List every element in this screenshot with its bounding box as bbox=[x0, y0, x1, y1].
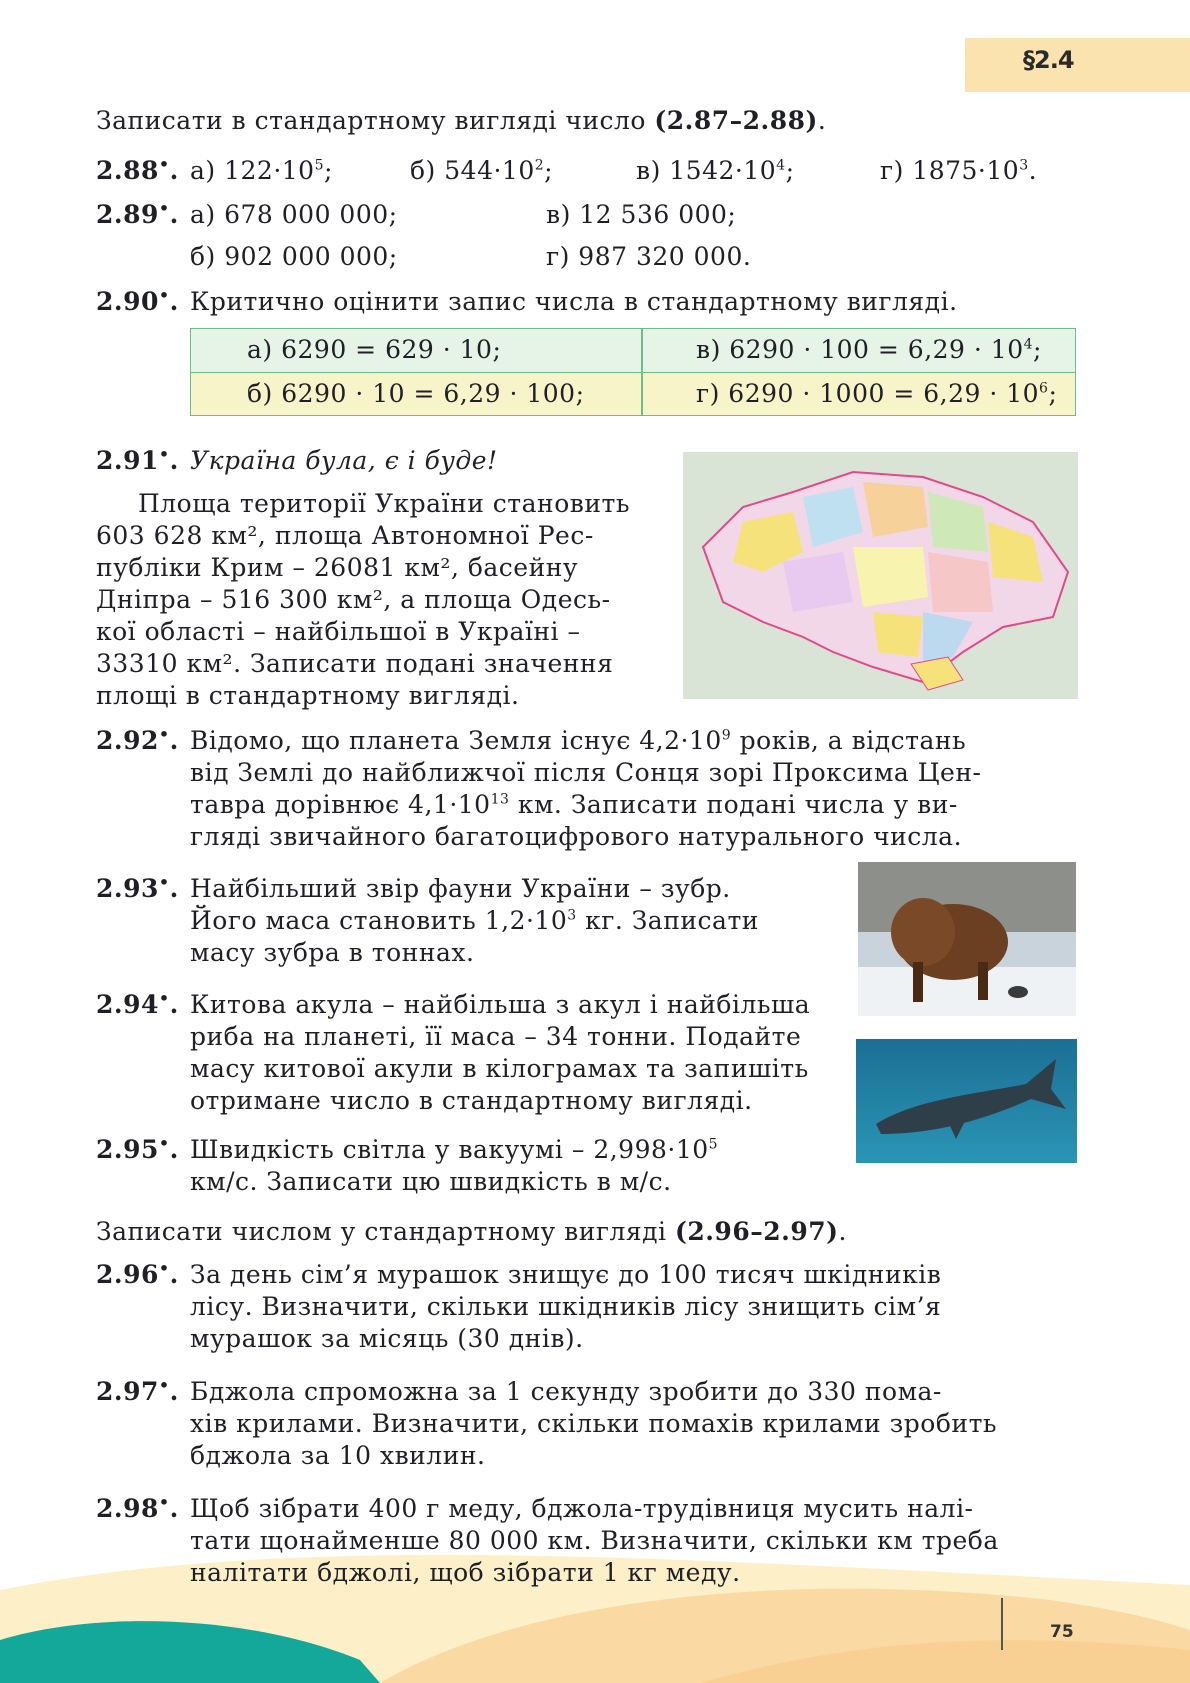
problem-2-97-line: бджола за 10 хвилин. bbox=[190, 1441, 486, 1470]
table-cell-b: б) 6290 · 10 = 6,29 · 100; bbox=[247, 379, 585, 408]
problem-2-96-line: За день сім’я мурашок знищує до 100 тисяч шкідників bbox=[190, 1260, 942, 1289]
problem-2-90-number: 2.90•. bbox=[96, 285, 179, 316]
problem-2-88-number: 2.88•. bbox=[96, 154, 179, 185]
problem-2-96-line: лісу. Визначити, скільки шкідників лісу знищить сім’я bbox=[190, 1292, 942, 1321]
problem-2-92-line: Відомо, що планета Земля існує $4,2\cdot 10^9$ років, а відстань bbox=[190, 726, 967, 755]
problem-2-91-line: публіки Крим – 26081 км², басейну bbox=[96, 553, 579, 582]
problem-2-96-line: мурашок за місяць (30 днів). bbox=[190, 1324, 584, 1353]
problem-2-89-c: в) 12 536 000; bbox=[546, 200, 737, 229]
page-number: 75 bbox=[1050, 1622, 1074, 1642]
problem-2-91-line: 33310 км². Записати подані значення bbox=[96, 649, 614, 678]
problem-2-89-b: б) 902 000 000; bbox=[190, 242, 398, 271]
problem-2-90-text: Критично оцінити запис числа в стандартному вигляді. bbox=[190, 287, 958, 316]
intro-instruction-1: Записати в стандартному вигляді число (2.87–2.88). bbox=[96, 106, 827, 135]
problem-2-88-c: в) $1542\cdot 10^4$; bbox=[636, 156, 795, 185]
problem-2-98-number: 2.98•. bbox=[96, 1492, 179, 1523]
problem-2-94-line: отримане число в стандартному вигляді. bbox=[190, 1086, 753, 1115]
problem-2-96-number: 2.96•. bbox=[96, 1258, 179, 1289]
intro-instruction-2: Записати числом у стандартному вигляді (2.96–2.97). bbox=[96, 1217, 847, 1246]
section-tab bbox=[965, 38, 1190, 92]
problem-2-91-number: 2.91•. bbox=[96, 444, 179, 475]
problem-2-89-a: а) 678 000 000; bbox=[190, 200, 398, 229]
problem-2-95-line: Швидкість світла у вакуумі – $2,998\cdot 10^5$ bbox=[190, 1135, 719, 1164]
problem-2-98-line: налітати бджолі, щоб зібрати 1 кг меду. bbox=[190, 1558, 741, 1587]
problem-2-88-a: а) $122\cdot 10^5$; bbox=[190, 156, 333, 185]
problem-2-94-number: 2.94•. bbox=[96, 988, 179, 1019]
problem-2-93-line: масу зубра в тоннах. bbox=[190, 938, 475, 967]
problem-2-92-line: тавра дорівнює $4,1\cdot 10^{13}$ км. Записати подані числа у ви- bbox=[190, 790, 958, 819]
table-cell-d: г) $6290 \cdot 1000 = 6,29 \cdot 10^6$; bbox=[696, 379, 1058, 408]
problem-2-88-b: б) $544\cdot 10^2$; bbox=[410, 156, 554, 185]
problem-2-91-line: 603 628 км², площа Автономної Рес- bbox=[96, 521, 594, 550]
problem-2-92-line: від Землі до найближчої після Сонця зорі Проксима Цен- bbox=[190, 758, 982, 787]
page-number-divider bbox=[1001, 1598, 1003, 1650]
problem-2-98-line: тати щонайменше 80 000 км. Визначити, скільки км треба bbox=[190, 1526, 999, 1555]
section-label: §2.4 bbox=[1023, 46, 1074, 74]
problem-2-91-title: Україна була, є і буде! bbox=[190, 446, 498, 475]
problem-2-93-line: Найбільший звір фауни України – зубр. bbox=[190, 874, 731, 903]
problem-2-97-line: хів крилами. Визначити, скільки помахів крилами зробить bbox=[190, 1409, 998, 1438]
table-cell-c: в) $6290 \cdot 100 = 6,29 \cdot 10^4$; bbox=[696, 335, 1042, 364]
problem-2-97-line: Бджола спроможна за 1 секунду зробити до 330 пома- bbox=[190, 1377, 942, 1406]
problem-2-91-line: Дніпра – 516 300 км², а площа Одесь- bbox=[96, 585, 611, 614]
problem-2-90-table bbox=[190, 328, 1076, 416]
problem-2-91-line: кої області – найбільшої в Україні – bbox=[96, 617, 581, 646]
problem-2-88-d: г) $1875\cdot 10^3$. bbox=[880, 156, 1038, 185]
problem-2-95-number: 2.95•. bbox=[96, 1133, 179, 1164]
problem-2-92-number: 2.92•. bbox=[96, 724, 179, 755]
problem-2-89-number: 2.89•. bbox=[96, 198, 179, 229]
ukraine-map-image bbox=[683, 452, 1078, 699]
problem-2-92-line: гляді звичайного багатоцифрового натурального числа. bbox=[190, 822, 963, 851]
problem-2-89-d: г) 987 320 000. bbox=[546, 242, 752, 271]
problem-2-93-line: Його маса становить $1,2\cdot 10^3$ кг. Записати bbox=[190, 906, 759, 935]
whale-shark-photo bbox=[856, 1039, 1077, 1163]
problem-2-93-number: 2.93•. bbox=[96, 872, 179, 903]
problem-2-91-line: площі в стандартному вигляді. bbox=[96, 681, 520, 710]
bison-photo bbox=[858, 862, 1076, 1016]
problem-2-94-line: риба на планеті, її маса – 34 тонни. Подайте bbox=[190, 1022, 802, 1051]
table-cell-a: а) 6290 = 629 · 10; bbox=[247, 335, 502, 364]
problem-2-95-line: км/с. Записати цю швидкість в м/с. bbox=[190, 1167, 672, 1196]
problem-2-97-number: 2.97•. bbox=[96, 1375, 179, 1406]
problem-2-98-line: Щоб зібрати 400 г меду, бджола-трудівниця мусить налі- bbox=[190, 1494, 974, 1523]
problem-2-94-line: масу китової акули в кілограмах та запишіть bbox=[190, 1054, 809, 1083]
problem-2-94-line: Китова акула – найбільша з акул і найбільша bbox=[190, 990, 811, 1019]
problem-2-91-line: Площа території України становить bbox=[138, 489, 630, 518]
